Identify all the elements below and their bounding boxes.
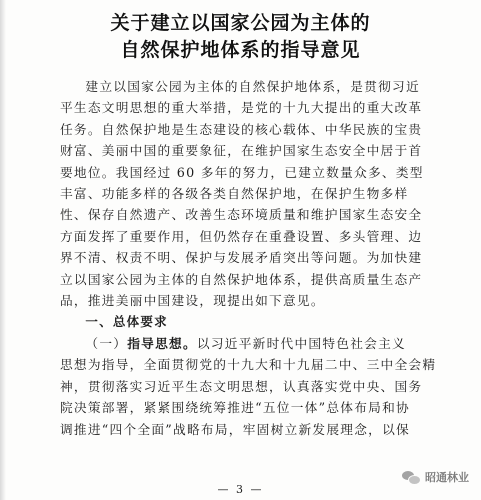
section-heading: [60, 311, 448, 332]
wechat-icon: [402, 470, 420, 484]
title-line-1: 关于建立以国家公园为主体的: [110, 12, 371, 34]
watermark-text: 昭通林业: [425, 471, 469, 484]
page-number: — 3 —: [217, 483, 264, 496]
document-title: [0, 10, 481, 64]
subsection-line-3: 神，贯彻落实习近平生态文明思想，认真落实党中央、国务: [60, 378, 423, 394]
intro-line-1: 建立以国家公园为主体的自然保护地体系，是贯彻习近: [85, 79, 420, 94]
intro-line-5: 要地位。我国经过 60 多年的努力，已建立数量众多、类型: [60, 164, 424, 180]
document-body: [60, 76, 448, 440]
subsection-prefix: （一）: [85, 335, 128, 351]
subsection-line-1: [60, 333, 448, 354]
intro-line-2: 平生态文明思想的重大举措，是党的十九大提出的重大改革: [60, 100, 423, 116]
intro-line-6: 丰富、功能多样的各级各类自然保护地，在保护生物多样: [60, 186, 409, 202]
intro-line-4: 财富、美丽中国的重要象征，在维护国家生态安全中居于首: [60, 143, 423, 159]
subsection-title: 指导思想。: [127, 335, 197, 351]
intro-line-7: 性、保存自然遗产、改善生态环境质量和维护国家生态安全: [60, 207, 423, 223]
intro-line-8: 方面发挥了重要作用，但仍然存在重叠设置、多头管理、边: [60, 228, 423, 244]
title-line-2: 自然保护地体系的指导意见: [120, 39, 361, 61]
subsection-line-4: 院决策部署，紧紧围绕统筹推进“五位一体”总体布局和协: [60, 400, 410, 416]
intro-line-3: 任务。自然保护地是生态建设的核心载体、中华民族的宝贵: [60, 121, 423, 137]
subsection-first-line-rest: 以习近平新时代中国特色社会主义: [196, 335, 406, 351]
intro-line-9: 界不清、权责不明、保护与发展矛盾突出等问题。为加快建: [60, 250, 423, 266]
intro-line-10: 立以国家公园为主体的自然保护地体系，提供高质量生态产: [60, 271, 423, 287]
section-heading-text: 一、总体要求: [85, 314, 168, 330]
subsection-line-2: 思想为指导，全面贯彻党的十九大和十九届二中、三中全会精: [60, 357, 437, 373]
page-edge-shadow: [0, 0, 6, 500]
subsection-line-5: 调推进“四个全面”战略布局，牢固树立新发展理念，以保: [60, 421, 410, 437]
intro-line-11: 品，推进美丽中国建设，现提出如下意见。: [60, 293, 325, 309]
